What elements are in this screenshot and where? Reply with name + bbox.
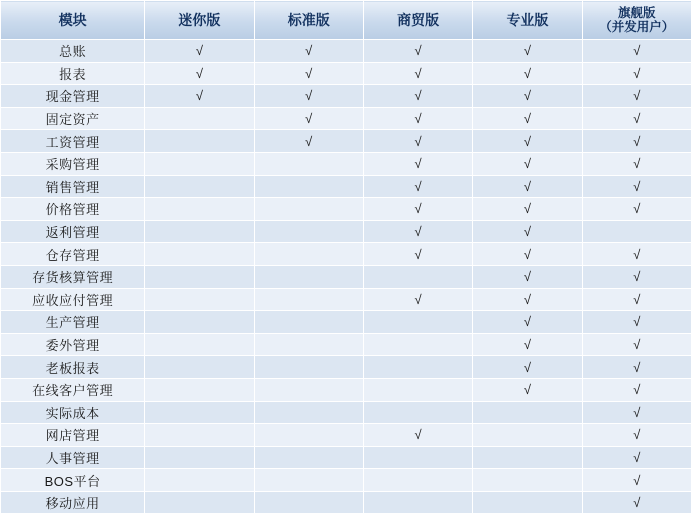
check-icon: √ — [633, 449, 641, 465]
check-icon: √ — [305, 43, 313, 59]
check-icon: √ — [414, 88, 422, 104]
availability-cell-checked — [254, 130, 363, 153]
module-name-cell: 生产管理 — [1, 311, 145, 334]
availability-cell-checked — [363, 424, 472, 447]
check-icon: √ — [523, 269, 531, 285]
module-name-cell: 委外管理 — [1, 333, 145, 356]
module-name-cell: 仓存管理 — [1, 243, 145, 266]
check-icon: √ — [633, 111, 641, 127]
check-icon: √ — [305, 111, 313, 127]
check-icon: √ — [414, 156, 422, 172]
table-row — [1, 311, 692, 334]
availability-cell-empty — [254, 175, 363, 198]
module-name-cell: 总账 — [1, 40, 145, 63]
check-icon: √ — [633, 88, 641, 104]
column-header-mini: 迷你版 — [145, 1, 254, 40]
check-icon: √ — [633, 472, 641, 488]
availability-cell-empty — [254, 152, 363, 175]
availability-cell-checked — [582, 424, 691, 447]
check-icon: √ — [523, 337, 531, 353]
availability-cell-checked — [473, 265, 582, 288]
check-icon: √ — [523, 314, 531, 330]
module-name-cell: 工资管理 — [1, 130, 145, 153]
availability-cell-checked — [582, 265, 691, 288]
check-icon: √ — [195, 65, 203, 81]
availability-cell-checked — [473, 130, 582, 153]
availability-cell-empty — [254, 356, 363, 379]
availability-cell-checked — [582, 40, 691, 63]
table-row — [1, 333, 692, 356]
availability-cell-empty — [145, 446, 254, 469]
check-icon: √ — [414, 65, 422, 81]
table-row — [1, 243, 692, 266]
availability-cell-checked — [254, 107, 363, 130]
availability-cell-checked — [363, 130, 472, 153]
availability-cell-checked — [363, 85, 472, 108]
availability-cell-checked — [145, 62, 254, 85]
check-icon: √ — [305, 65, 313, 81]
module-name-cell: 人事管理 — [1, 446, 145, 469]
table-row — [1, 175, 692, 198]
availability-cell-empty — [254, 424, 363, 447]
check-icon: √ — [305, 133, 313, 149]
availability-cell-empty — [145, 243, 254, 266]
module-name-cell: BOS平台 — [1, 469, 145, 492]
availability-cell-checked — [363, 40, 472, 63]
check-icon: √ — [414, 133, 422, 149]
availability-cell-checked — [473, 175, 582, 198]
availability-cell-empty — [363, 311, 472, 334]
check-icon: √ — [305, 88, 313, 104]
availability-cell-empty — [473, 424, 582, 447]
table-row — [1, 130, 692, 153]
check-icon: √ — [414, 246, 422, 262]
availability-cell-empty — [145, 175, 254, 198]
table-row — [1, 62, 692, 85]
check-icon: √ — [633, 291, 641, 307]
module-name-cell: 移动应用 — [1, 491, 145, 514]
availability-cell-checked — [145, 85, 254, 108]
check-icon: √ — [414, 111, 422, 127]
availability-cell-checked — [473, 333, 582, 356]
availability-cell-empty — [254, 446, 363, 469]
column-header-standard: 标准版 — [254, 1, 363, 40]
availability-cell-empty — [473, 469, 582, 492]
check-icon: √ — [523, 133, 531, 149]
availability-cell-checked — [582, 175, 691, 198]
module-name-cell: 在线客户管理 — [1, 378, 145, 401]
check-icon: √ — [523, 382, 531, 398]
availability-cell-empty — [145, 356, 254, 379]
availability-cell-empty — [254, 311, 363, 334]
availability-cell-checked — [582, 333, 691, 356]
availability-cell-empty — [145, 198, 254, 221]
check-icon: √ — [523, 156, 531, 172]
module-name-cell: 网店管理 — [1, 424, 145, 447]
check-icon: √ — [414, 178, 422, 194]
check-icon: √ — [633, 427, 641, 443]
check-icon: √ — [633, 314, 641, 330]
table-row — [1, 198, 692, 221]
check-icon: √ — [195, 43, 203, 59]
availability-cell-checked — [473, 85, 582, 108]
availability-cell-empty — [363, 378, 472, 401]
availability-cell-checked — [582, 85, 691, 108]
availability-cell-checked — [473, 40, 582, 63]
check-icon: √ — [523, 201, 531, 217]
availability-cell-empty — [145, 401, 254, 424]
availability-cell-empty — [582, 220, 691, 243]
availability-cell-empty — [254, 243, 363, 266]
availability-cell-empty — [363, 446, 472, 469]
availability-cell-empty — [145, 469, 254, 492]
availability-cell-empty — [254, 378, 363, 401]
availability-cell-checked — [473, 288, 582, 311]
module-name-cell: 现金管理 — [1, 85, 145, 108]
check-icon: √ — [633, 495, 641, 511]
column-header-pro: 专业版 — [473, 1, 582, 40]
availability-cell-checked — [145, 40, 254, 63]
availability-cell-checked — [473, 220, 582, 243]
availability-cell-checked — [582, 288, 691, 311]
availability-cell-checked — [254, 62, 363, 85]
availability-cell-empty — [145, 152, 254, 175]
check-icon: √ — [523, 291, 531, 307]
check-icon: √ — [633, 404, 641, 420]
table-row — [1, 401, 692, 424]
availability-cell-checked — [582, 130, 691, 153]
table-row — [1, 378, 692, 401]
availability-cell-empty — [145, 130, 254, 153]
table-row — [1, 446, 692, 469]
table-row — [1, 356, 692, 379]
table-row — [1, 152, 692, 175]
availability-cell-checked — [363, 288, 472, 311]
table-row — [1, 265, 692, 288]
availability-cell-checked — [254, 40, 363, 63]
availability-cell-checked — [473, 62, 582, 85]
check-icon: √ — [414, 201, 422, 217]
availability-cell-checked — [363, 152, 472, 175]
availability-cell-empty — [145, 491, 254, 514]
table-row — [1, 107, 692, 130]
availability-cell-empty — [254, 401, 363, 424]
check-icon: √ — [633, 337, 641, 353]
check-icon: √ — [414, 224, 422, 240]
availability-cell-empty — [145, 220, 254, 243]
availability-cell-checked — [582, 107, 691, 130]
availability-cell-empty — [254, 491, 363, 514]
check-icon: √ — [633, 382, 641, 398]
module-name-cell: 价格管理 — [1, 198, 145, 221]
availability-cell-empty — [254, 198, 363, 221]
module-name-cell: 应收应付管理 — [1, 288, 145, 311]
availability-cell-empty — [254, 220, 363, 243]
availability-cell-empty — [363, 333, 472, 356]
table-row — [1, 469, 692, 492]
check-icon: √ — [633, 65, 641, 81]
table-row — [1, 40, 692, 63]
availability-cell-checked — [254, 85, 363, 108]
check-icon: √ — [523, 111, 531, 127]
check-icon: √ — [633, 133, 641, 149]
module-name-cell: 采购管理 — [1, 152, 145, 175]
availability-cell-empty — [254, 333, 363, 356]
check-icon: √ — [523, 65, 531, 81]
check-icon: √ — [633, 269, 641, 285]
column-header-flagship — [582, 1, 691, 40]
column-header-trade: 商贸版 — [363, 1, 472, 40]
table-header — [1, 1, 692, 40]
availability-cell-checked — [473, 152, 582, 175]
availability-cell-checked — [582, 401, 691, 424]
availability-cell-checked — [473, 356, 582, 379]
availability-cell-empty — [363, 356, 472, 379]
check-icon: √ — [523, 246, 531, 262]
availability-cell-empty — [254, 288, 363, 311]
table-row — [1, 491, 692, 514]
module-name-cell: 返利管理 — [1, 220, 145, 243]
table-row — [1, 288, 692, 311]
availability-cell-empty — [145, 107, 254, 130]
availability-cell-empty — [473, 446, 582, 469]
availability-cell-checked — [473, 198, 582, 221]
availability-cell-empty — [145, 311, 254, 334]
availability-cell-checked — [582, 311, 691, 334]
check-icon: √ — [414, 427, 422, 443]
availability-cell-checked — [582, 198, 691, 221]
availability-cell-empty — [145, 265, 254, 288]
check-icon: √ — [523, 178, 531, 194]
availability-cell-empty — [254, 469, 363, 492]
check-icon: √ — [633, 156, 641, 172]
check-icon: √ — [633, 246, 641, 262]
availability-cell-checked — [473, 311, 582, 334]
table-row — [1, 424, 692, 447]
check-icon: √ — [195, 88, 203, 104]
column-header-flagship-line1: 旗舰版 — [618, 5, 656, 20]
availability-cell-checked — [582, 469, 691, 492]
availability-cell-empty — [363, 401, 472, 424]
check-icon: √ — [523, 43, 531, 59]
module-name-cell: 固定资产 — [1, 107, 145, 130]
module-name-cell: 实际成本 — [1, 401, 145, 424]
availability-cell-checked — [363, 107, 472, 130]
header-row — [1, 1, 692, 40]
availability-cell-checked — [473, 378, 582, 401]
check-icon: √ — [633, 201, 641, 217]
table-row — [1, 220, 692, 243]
availability-cell-checked — [473, 243, 582, 266]
check-icon: √ — [414, 291, 422, 307]
check-icon: √ — [633, 359, 641, 375]
column-header-flagship-line2: （并发用户） — [599, 20, 675, 34]
availability-cell-checked — [363, 220, 472, 243]
availability-cell-empty — [473, 491, 582, 514]
availability-cell-checked — [363, 198, 472, 221]
availability-cell-empty — [254, 265, 363, 288]
availability-cell-empty — [363, 265, 472, 288]
module-name-cell: 存货核算管理 — [1, 265, 145, 288]
table-row — [1, 85, 692, 108]
table-body — [1, 40, 692, 514]
availability-cell-empty — [363, 469, 472, 492]
availability-cell-empty — [145, 424, 254, 447]
availability-cell-empty — [363, 491, 472, 514]
availability-cell-empty — [145, 288, 254, 311]
check-icon: √ — [633, 178, 641, 194]
availability-cell-checked — [363, 243, 472, 266]
module-name-cell: 销售管理 — [1, 175, 145, 198]
availability-cell-checked — [582, 378, 691, 401]
module-name-cell: 报表 — [1, 62, 145, 85]
check-icon: √ — [523, 359, 531, 375]
availability-cell-empty — [473, 401, 582, 424]
availability-cell-checked — [582, 62, 691, 85]
check-icon: √ — [633, 43, 641, 59]
availability-cell-checked — [473, 107, 582, 130]
availability-cell-empty — [145, 378, 254, 401]
availability-cell-checked — [582, 243, 691, 266]
module-name-cell: 老板报表 — [1, 356, 145, 379]
availability-cell-checked — [582, 491, 691, 514]
check-icon: √ — [414, 43, 422, 59]
availability-cell-checked — [582, 356, 691, 379]
availability-cell-empty — [145, 333, 254, 356]
check-icon: √ — [523, 88, 531, 104]
availability-cell-checked — [582, 152, 691, 175]
availability-cell-checked — [363, 175, 472, 198]
availability-cell-checked — [363, 62, 472, 85]
check-icon: √ — [523, 224, 531, 240]
column-header-module: 模块 — [1, 1, 145, 40]
availability-cell-checked — [582, 446, 691, 469]
